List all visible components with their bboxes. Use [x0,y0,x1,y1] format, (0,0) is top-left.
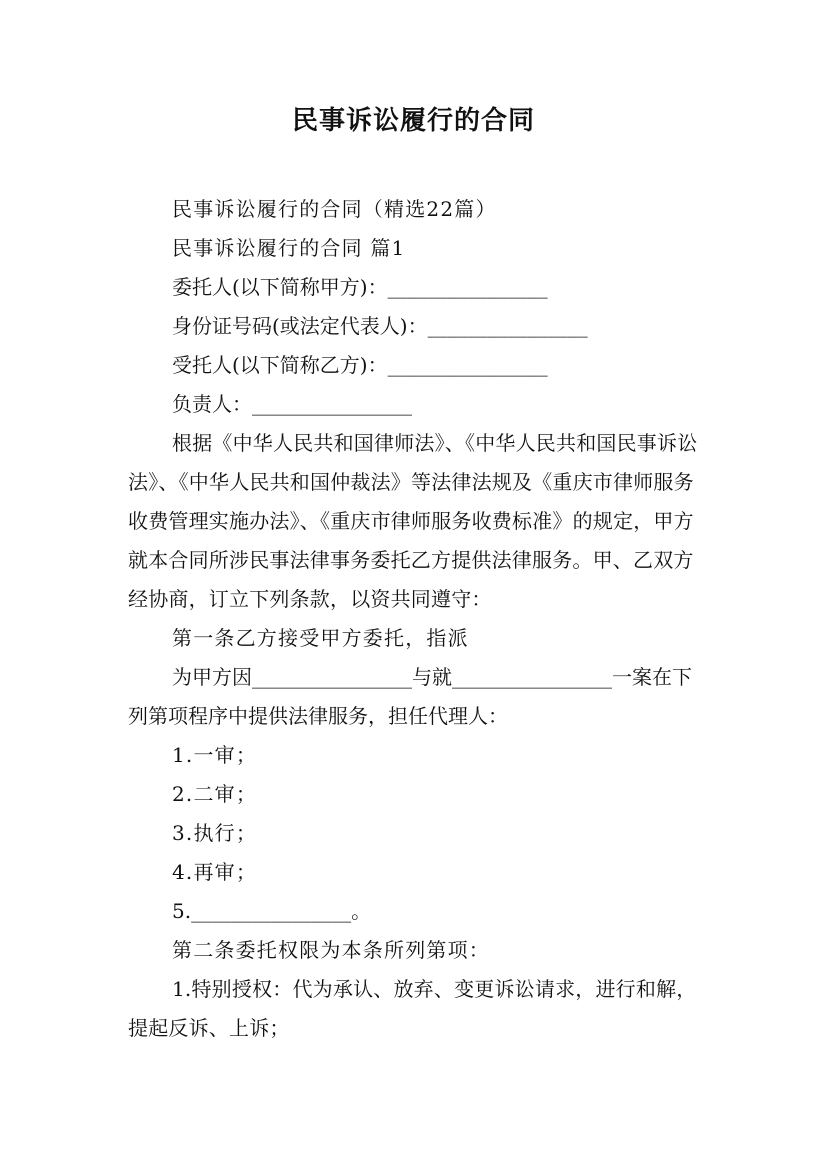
list-item: 5.________________。 [172,899,372,923]
paragraph-section-title: 民事诉讼履行的合同 篇1 [172,236,406,260]
document-body [128,190,703,1048]
list-item: 2.二审； [172,782,258,806]
list-item: 1.一审； [172,743,258,767]
paragraph-agent: 受托人(以下简称乙方)：________________ [172,353,548,377]
list-item: 4.再审； [172,860,258,884]
paragraph-special-authorization: 1.特别授权：代为承认、放弃、变更诉讼请求，进行和解，提起反诉、上诉； [128,977,697,1040]
paragraph-responsible-person: 负责人：________________ [172,392,412,416]
paragraph-id-number: 身份证号码(或法定代表人)：________________ [172,314,588,338]
paragraph-principal: 委托人(以下简称甲方)：________________ [172,275,548,299]
list-item: 3.执行； [172,821,258,845]
document-title: 民事诉讼履行的合同 [291,106,535,136]
paragraph-legal-basis: 根据《中华人民共和国律师法》、《中华人民共和国民事诉讼法》、《中华人民共和国仲裁法》等法律法规及《重庆市律师服务收费管理实施办法》、《重庆市律师服务收费标准》的规定，甲方就本合同所涉民事法律事务委托乙方提供法律服务。甲、乙双方经协商，订立下列条款，以资共同遵守： [128,431,698,611]
paragraph-article-1: 第一条乙方接受甲方委托，指派 [172,626,469,650]
paragraph-heading: 民事诉讼履行的合同（精选22篇） [172,197,497,221]
paragraph-article-2: 第二条委托权限为本条所列第项： [172,938,490,962]
paragraph-case-scope: 为甲方因________________与就________________一案在下列第项程序中提供法律服务，担任代理人： [128,665,692,728]
